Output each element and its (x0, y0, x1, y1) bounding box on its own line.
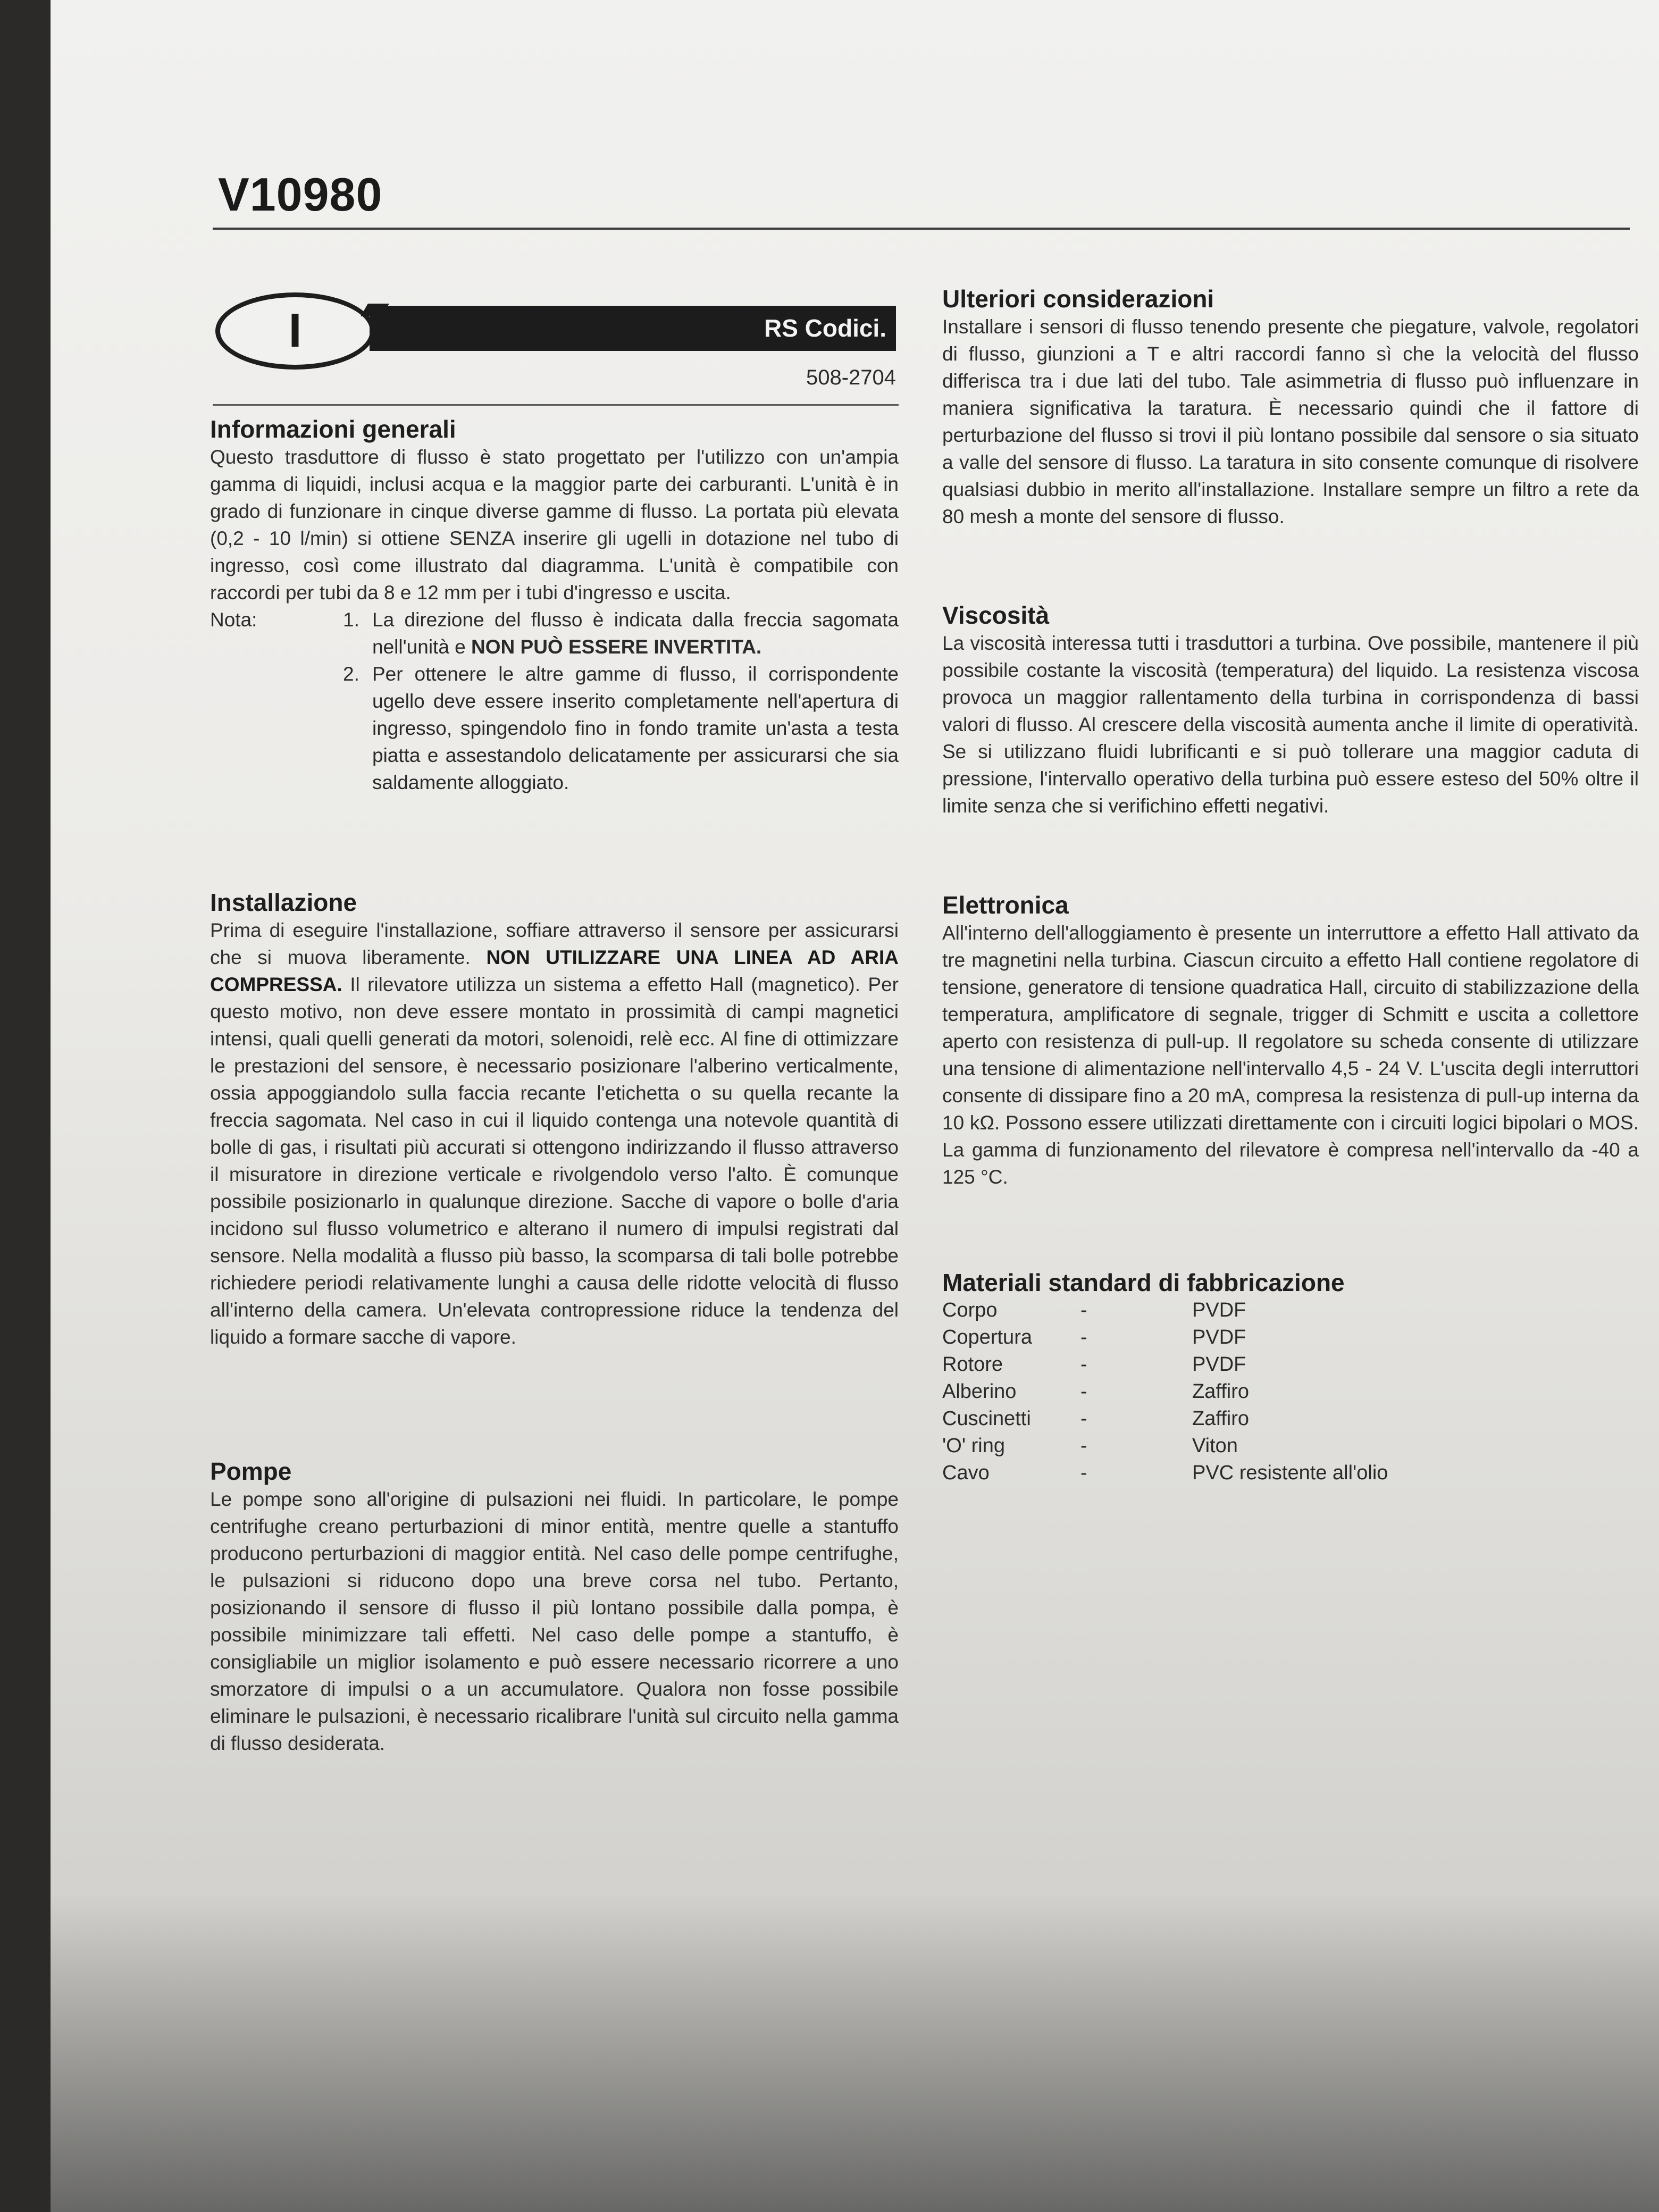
note-text: Per ottenere le altre gamme di flusso, il corrispondente ugello deve essere inserito completamente nell'apertura di ingresso, spingendolo fino in fondo tramite un'asta a testa piatta e assestandolo delicatamente per assicurarsi che sia saldamente alloggiato. (372, 663, 899, 793)
section-viscosity (942, 601, 1639, 819)
material-row (942, 1297, 1564, 1324)
material-part: 'O' ring (942, 1435, 1005, 1457)
material-part: Alberino (942, 1380, 1017, 1403)
material-dash: - (1080, 1353, 1087, 1376)
section-body: All'interno dell'alloggiamento è presente un interruttore a effetto Hall attivato da tre magnetini nella turbina. Ciascun circuito a effetto Hall contiene regolatore di tensione, generatore di tensione quadratica Hall, circuito di stabilizzazione della temperatura, amplificatore di segnale, trigger di Schmitt e uscita a collettore aperto con resistenza di pull-up. Il regolatore su scheda consente di utilizzare una tensione di alimentazione nell'intervallo 4,5 - 24 V. L'uscita degli interruttori consente di dissipare fino a 20 mA, compresa la resistenza di pull-up interna da 10 kΩ. Possono essere utilizzati direttamente con i circuiti logici bipolari o MOS. La gamma di funzionamento del rilevatore è compresa nell'intervallo da -40 a 125 °C. (942, 922, 1639, 1188)
material-value: Zaffiro (1192, 1407, 1250, 1430)
note-label: Nota: (210, 609, 257, 631)
material-dash: - (1080, 1299, 1087, 1321)
section-heading: Ulteriori considerazioni (942, 285, 1214, 313)
material-dash: - (1080, 1462, 1087, 1484)
body-part: Prima di eseguire l'installazione, soffiare attraverso il sensore per assicurarsi che si muova liberamente. (210, 919, 899, 968)
section-heading: Materiali standard di fabbricazione (942, 1269, 1345, 1296)
note-text-plain: La direzione del flusso è indicata dalla freccia sagomata nell'unità e (372, 609, 899, 658)
material-part: Cavo (942, 1462, 990, 1484)
note-item (343, 660, 899, 796)
section-electronics (942, 891, 1639, 1191)
rs-codes-bar (370, 306, 896, 351)
language-letter: I (288, 304, 302, 357)
material-part: Rotore (942, 1353, 1003, 1376)
material-row (942, 1460, 1564, 1487)
material-row (942, 1432, 1564, 1460)
body-bold: NON UTILIZZARE UNA LINEA AD ARIA COMPRESSA. (210, 946, 899, 995)
material-value: PVDF (1192, 1299, 1246, 1321)
material-row (942, 1351, 1564, 1378)
material-part: Cuscinetti (942, 1407, 1031, 1430)
language-banner (215, 292, 896, 370)
material-dash: - (1080, 1380, 1087, 1403)
material-row (942, 1378, 1564, 1405)
header-rule (213, 228, 1630, 230)
material-dash: - (1080, 1326, 1087, 1348)
section-installation (210, 888, 899, 1351)
note-number: 2. (343, 663, 359, 685)
section-further (942, 284, 1639, 530)
note-number: 1. (343, 609, 359, 631)
rs-codes-label: RS Codici. (764, 314, 886, 342)
body-part: Il rilevatore utilizza un sistema a effetto Hall (magnetico). Per questo motivo, non deve essere montato in prossimità di campi magnetici intensi, quali quelli generati da motori, solenoidi, relè ecc. Al fine di ottimizzare le prestazioni del sensore, è necessario posizionare l'alberino verticalmente, ossia appoggiandolo sulla faccia recante l'etichetta o su quella recante la freccia sagomata. Nel caso in cui il liquido contenga una notevole quantità di bolle di gas, i risultati più accurati si ottengono indirizzando il flusso attraverso il misuratore in direzione verticale e rivolgendolo verso l'alto. È comunque possibile posizionarlo in qualunque direzione. Sacche di vapore o bolle d'aria incidono sul flusso volumetrico e alterano il numero di impulsi registrati dal sensore. Nella modalità a flusso più basso, la scomparsa di tali bolle potrebbe richiedere periodi relativamente lunghi a causa delle ridotte velocità di flusso all'interno della camera. Un'elevata contropressione riduce la tendenza del liquido a formare sacche di vapore. (210, 974, 899, 1348)
material-row (942, 1324, 1564, 1351)
material-row (942, 1405, 1564, 1432)
section-heading: Installazione (210, 889, 357, 916)
note-item (343, 606, 899, 660)
section-heading: Informazioni generali (210, 415, 456, 443)
note-text-bold: NON PUÒ ESSERE INVERTITA. (471, 636, 762, 658)
material-value: Zaffiro (1192, 1380, 1250, 1403)
material-value: PVDF (1192, 1353, 1246, 1376)
notes (210, 606, 899, 796)
material-value: Viton (1192, 1435, 1238, 1457)
code-rule (213, 404, 899, 406)
rs-code: 508-2704 (806, 366, 896, 389)
section-body: Installare i sensori di flusso tenendo presente che piegature, valvole, regolatori di flusso, giunzioni a T e altri raccordi fanno sì che la velocità del flusso differisca tra i due lati del tubo. Tale asimmetria di flusso può influenzare in maniera significativa la taratura. È necessario quindi che il fattore di perturbazione del flusso si trovi il più lontano possibile dal sensore o sia situato a valle del sensore di flusso. La taratura in sito consente comunque di risolvere qualsiasi dubbio in merito all'installazione. Installare sempre un filtro a rete da 80 mesh a monte del sensore di flusso. (942, 316, 1639, 527)
material-value: PVDF (1192, 1326, 1246, 1348)
photo-shadow (51, 1893, 1659, 2212)
material-value: PVC resistente all'olio (1192, 1462, 1388, 1484)
section-heading: Elettronica (942, 891, 1069, 919)
note-list (343, 606, 899, 796)
note-text (372, 606, 899, 660)
banner-tick (361, 304, 389, 316)
section-heading: Pompe (210, 1457, 292, 1485)
section-body: Le pompe sono all'origine di pulsazioni nei fluidi. In particolare, le pompe centrifughe creano perturbazioni di minor entità, mentre quelle a stantuffo producono perturbazioni di maggior entità. Nel caso delle pompe centrifughe, le pulsazioni si riducono dopo una breve corsa nel tubo. Pertanto, posizionando il sensore di flusso il più lontano possibile dalla pompa, è possibile minimizzare tali effetti. Nel caso delle pompe a stantuffo, è consigliabile un miglior isolamento e può essere necessario ricorrere a uno smorzatore di impulsi o a un accumulatore. Qualora non fosse possibile eliminare le pulsazioni, è necessario ricalibrare l'unità sul circuito nella gamma di flusso desiderata. (210, 1488, 899, 1754)
section-body: Questo trasduttore di flusso è stato progettato per l'utilizzo con un'ampia gamma di liquidi, inclusi acqua e la maggior parte dei carburanti. L'unità è in grado di funzionare in cinque diverse gamme di flusso. La portata più elevata (0,2 - 10 l/min) si ottiene SENZA inserire gli ugelli in dotazione nel tubo di ingresso, così come illustrato dal diagramma. L'unità è compatibile con raccordi per tubi da 8 e 12 mm per i tubi d'ingresso e uscita. (210, 446, 899, 604)
section-pumps (210, 1457, 899, 1757)
material-part: Corpo (942, 1299, 998, 1321)
materials-table (942, 1297, 1564, 1487)
language-badge (215, 292, 375, 370)
section-heading: Viscosità (942, 601, 1050, 629)
section-general (210, 415, 899, 796)
material-dash: - (1080, 1435, 1087, 1457)
material-dash: - (1080, 1407, 1087, 1430)
section-body (210, 917, 899, 1351)
section-materials (942, 1268, 1639, 1487)
document-code: V10980 (218, 168, 383, 221)
material-part: Copertura (942, 1326, 1032, 1348)
section-body: La viscosità interessa tutti i trasduttori a turbina. Ove possibile, mantenere il più possibile costante la viscosità (temperatura) del liquido. La resistenza viscosa provoca un maggior rallentamento della turbina in corrispondenza di bassi valori di flusso. Al crescere della viscosità aumenta anche il limite di operatività. Se si utilizzano fluidi lubrificanti e si può tollerare una maggior caduta di pressione, l'intervallo operativo della turbina può essere esteso del 50% oltre il limite senza che si verifichino effetti negativi. (942, 632, 1639, 817)
